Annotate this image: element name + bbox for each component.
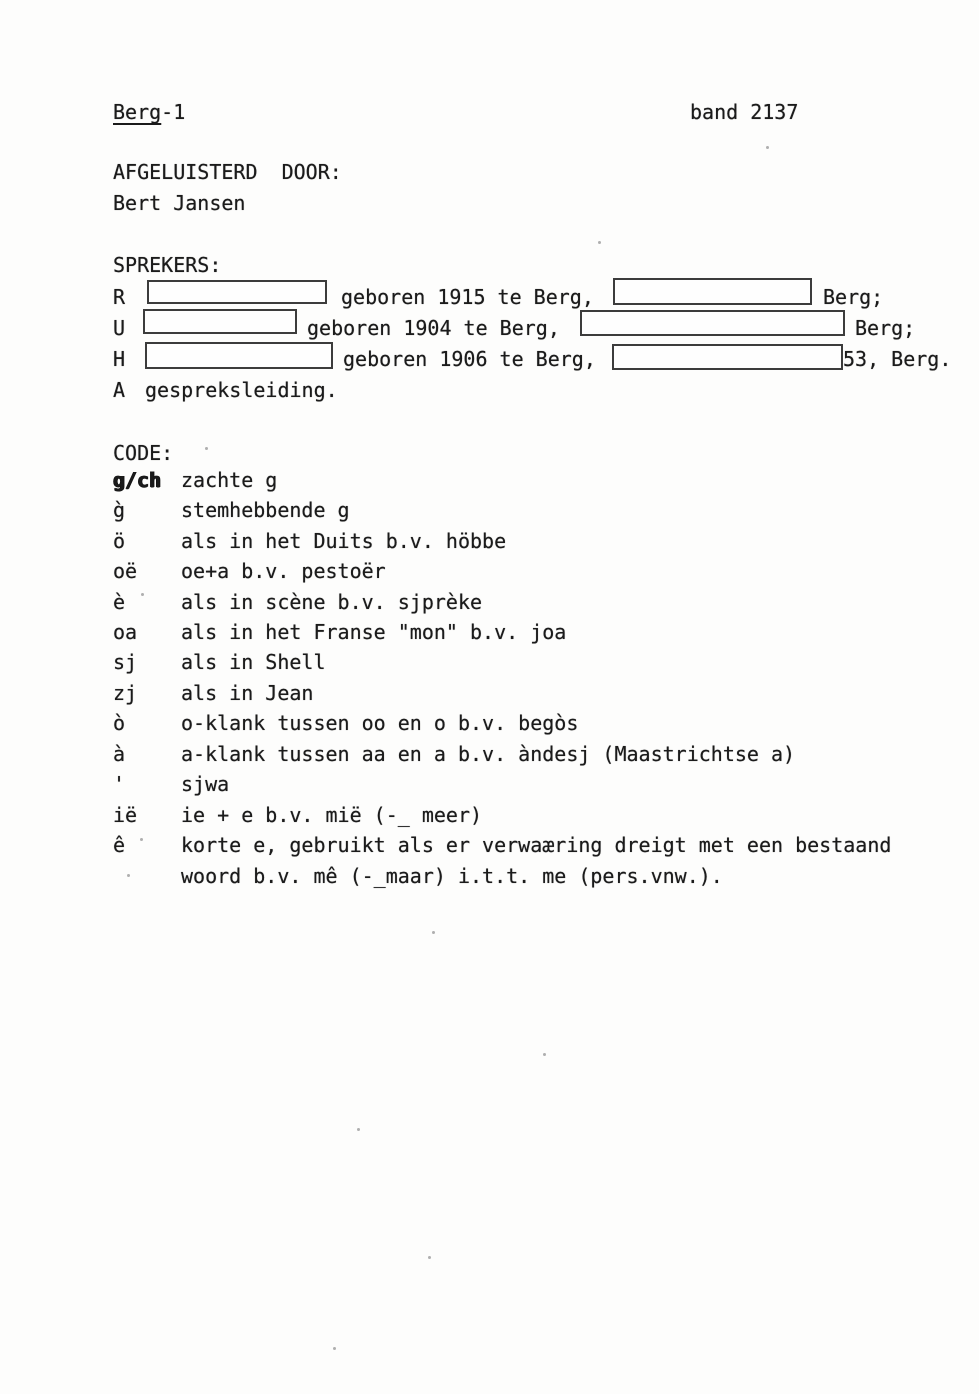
afgeluisterd-label: AFGELUISTERD DOOR: xyxy=(113,160,342,184)
code-item-description: ie + e b.v. mië (-̲ meer) xyxy=(181,803,483,827)
code-item-description: als in het Duits b.v. höbbe xyxy=(181,529,507,553)
sprekers-label: SPREKERS: xyxy=(113,253,222,277)
scan-speck xyxy=(357,1128,360,1131)
code-item-description: korte e, gebruikt als er verwaæring dreigt met een bestaand xyxy=(181,833,892,857)
code-item-symbol: ö xyxy=(113,529,126,553)
redaction-box xyxy=(145,342,333,369)
doc-reference xyxy=(113,101,185,123)
code-item-symbol: oë xyxy=(113,559,138,583)
speaker-info: geboren 1904 te Berg, xyxy=(307,316,560,340)
code-item-description: zachte g xyxy=(181,468,278,492)
code-item-description-cont: woord b.v. mê (-̲maar) i.t.t. me (pers.vnw.). xyxy=(181,864,723,888)
code-item-description: sjwa xyxy=(181,772,230,796)
code-item-symbol: à xyxy=(113,742,126,766)
code-item-symbol: ' xyxy=(113,772,126,796)
band-number: band 2137 xyxy=(690,100,799,124)
doc-reference-underlined: Berg xyxy=(113,100,162,124)
scan-speck xyxy=(205,447,208,450)
code-item-symbol: g/ch xyxy=(113,468,162,492)
code-item-symbol: è xyxy=(113,590,126,614)
speaker-info-end: Berg; xyxy=(855,316,916,340)
speaker-code: H xyxy=(113,347,126,371)
speaker-info-end: 53, Berg. xyxy=(843,347,952,371)
code-item-description: o-klank tussen oo en o b.v. begòs xyxy=(181,711,579,735)
scan-speck xyxy=(140,838,143,841)
doc-reference-suffix: -1 xyxy=(161,100,186,124)
scan-speck xyxy=(432,931,435,934)
speaker-info: geboren 1906 te Berg, xyxy=(343,347,596,371)
redaction-box xyxy=(580,310,845,336)
scan-speck xyxy=(598,241,601,244)
listener-name: Bert Jansen xyxy=(113,191,246,215)
scan-speck xyxy=(428,1256,431,1259)
code-item-symbol: oa xyxy=(113,620,138,644)
code-item-symbol: ië xyxy=(113,803,138,827)
redaction-box xyxy=(143,309,297,334)
code-item-symbol: ò xyxy=(113,711,126,735)
code-item-description: als in scène b.v. sjprèke xyxy=(181,590,483,614)
speaker-info-end: Berg; xyxy=(823,285,884,309)
code-item-symbol: ê xyxy=(113,833,126,857)
code-label: CODE: xyxy=(113,441,174,465)
speaker-code: R xyxy=(113,285,126,309)
code-item-description: als in Shell xyxy=(181,650,326,674)
code-item-description: stemhebbende g xyxy=(181,498,350,522)
redaction-box xyxy=(613,278,812,305)
code-item-description: als in Jean xyxy=(181,681,314,705)
speaker-code: A xyxy=(113,378,126,402)
speaker-info: gespreksleiding. xyxy=(145,378,338,402)
code-item-symbol: sj xyxy=(113,650,138,674)
code-item-description: a-klank tussen aa en a b.v. àndesj (Maastrichtse a) xyxy=(181,742,796,766)
redaction-box xyxy=(612,344,843,370)
scan-speck xyxy=(127,874,130,877)
code-item-symbol: zj xyxy=(113,681,138,705)
redaction-box xyxy=(147,280,327,304)
scan-speck xyxy=(141,593,144,596)
scan-speck xyxy=(543,1053,546,1056)
speaker-info: geboren 1915 te Berg, xyxy=(341,285,594,309)
scan-speck xyxy=(333,1347,336,1350)
code-item-symbol: g̀ xyxy=(113,498,126,522)
scan-speck xyxy=(766,146,769,149)
code-item-description: als in het Franse "mon" b.v. joa xyxy=(181,620,567,644)
code-item-description: oe+a b.v. pestoër xyxy=(181,559,386,583)
speaker-code: U xyxy=(113,316,126,340)
